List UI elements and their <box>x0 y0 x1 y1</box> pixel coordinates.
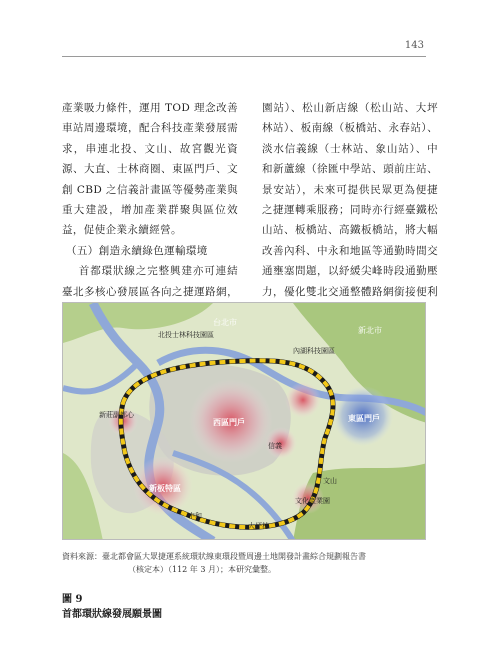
header-rule <box>62 56 426 57</box>
label-zhonghe: 中和 <box>188 512 202 520</box>
label-wenshan: 文山 <box>323 477 337 485</box>
label-taipei: 台北市 <box>213 318 237 327</box>
paragraph: 產業吸力條件，運用 TOD 理念改善車站周邊環境，配合科技產業發展需求，串連北投、文山、故宮觀光資源、大直、士林商圈、東區門戶、文創 CBD 之信義計畫區等優勢產業與重大建設，增加產業群聚與區位效益，促使企業永續經營。 <box>62 102 238 237</box>
district-burst <box>285 382 321 418</box>
source-line: （核定本）（112 年 3 月）；本研究彙整。 <box>128 564 276 574</box>
label-xinyi: 信義 <box>268 442 282 450</box>
page-number: 143 <box>404 40 424 51</box>
section-heading: （五）創造永續綠色運輸環境 <box>66 244 208 257</box>
label-dapinglin: 大坪林 <box>248 522 269 530</box>
label-beitou: 北投士林科技園區 <box>158 331 214 339</box>
label-xinzhuang: 新莊副都心 <box>99 411 134 419</box>
left-column <box>62 98 238 322</box>
figure-title: 首都環狀線發展願景圖 <box>62 609 162 620</box>
vision-map <box>62 302 426 540</box>
label-creative: 文化產業園 <box>295 497 330 505</box>
right-column <box>262 98 438 322</box>
paragraph: 首都環狀線之完整興建亦可連結臺北多核心發展區各向之捷運路網， <box>62 265 238 298</box>
paragraph: 園站）、松山新店線（松山站、大坪林站）、板南線（板橋站、永春站）、淡水信義線（士林站、象山站）、中和新蘆線（徐匯中學站、頭前庄站、景安站），未來可提供民眾更為便捷之捷運轉乘服務；同時亦行經臺鐵松山站、板橋站、高鐵板橋站，將大幅改善內科、中永和地區等通勤時間交通壅塞問題，以紓緩尖峰時段通勤壓力，優化雙北交通整體路網銜接便利 <box>262 102 438 298</box>
label-center: 西區門戶 <box>213 418 245 427</box>
label-neihu: 內湖科技園區 <box>293 347 335 355</box>
map-graphic <box>63 303 426 540</box>
figure-source <box>62 551 426 576</box>
label-east-gateway: 東區門戶 <box>348 414 380 423</box>
figure-number: 圖 9 <box>62 594 83 605</box>
label-banqiao: 新板特區 <box>149 484 181 493</box>
label-new-taipei: 新北市 <box>358 326 382 335</box>
source-line: 資料來源：臺北都會區大眾捷運系統環狀線東環段暨周邊土地開發計畫綜合規劃報告書 <box>62 552 366 561</box>
